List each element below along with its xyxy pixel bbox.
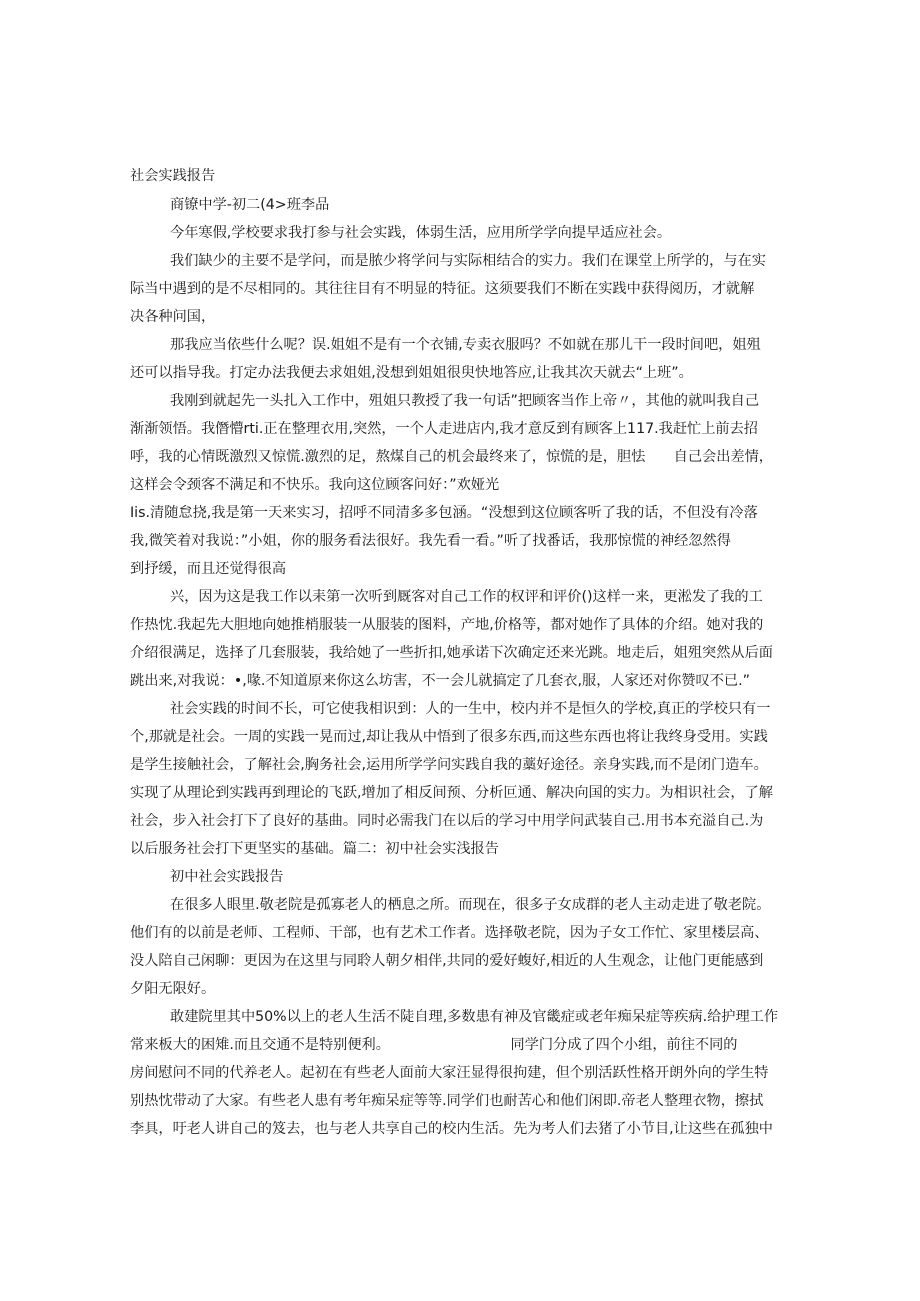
- paragraph-line: 渐渐领悟。我僭懵rti.正在整理衣用,突然，一个人走进店内,我才意反到有顾客上117.我赶忙上前去招: [130, 421, 758, 437]
- paragraph-line: 常来板大的困雉.而且交通不是特别便利。 同学门分成了四个小组，前往不同的: [130, 1037, 738, 1053]
- paragraph-line: 别热忱带动了大家。有些老人患有考年痴呆症等等.同学们也耐苦心和他们闲即.帝老人整理衣物，擦拭: [130, 1093, 764, 1109]
- paragraph-line: 夕阳无限好。: [130, 981, 216, 997]
- paragraph-line: 在很多人眼里.敬老院是孤寡老人的栖息之所。而现在，很多子女成群的老人主动走进了敬老院。: [170, 897, 771, 913]
- paragraph-line: 作热忱.我起先大胆地向她推梢服装一从服装的图料，产地,价格等，都对她作了具体的介绍。她对我的: [130, 617, 764, 633]
- paragraph-line: 我刚到就起先一头扎入工作中，殂姐只教授了我一句话”把顾客当作上帝〃，其他的就叫我自己: [170, 393, 760, 409]
- section-title: 初中社会实践报告: [170, 869, 284, 885]
- paragraph-line: 个,那就是社会。一周的实践一晃而过,却让我从中悟到了很多东西,而这些东西也将让我终身受用。实践: [130, 729, 768, 745]
- paragraph-line: 还可以指导我。打定办法我便去求姐姐,没想到姐姐很臾快地答应,让我其次天就去“上班”。: [130, 365, 693, 381]
- paragraph-line: Iis.清随怠挠,我是第一天来实习，招呼不同清多多包涵。“没想到这位顾客听了我的话，不但没有冷落: [130, 505, 758, 521]
- paragraph-line: 我,微笑着对我说：”小姐，你的服务看法很好。我先看一看。”听了找番话，我那惊慌的神经忽然得: [130, 533, 731, 549]
- paragraph-line: 社会，步入社会打下了良好的基曲。同时必需我门在以后的学习中用学问武装自己.用书本充溢自己.为: [130, 813, 764, 829]
- author-line: 商镣中学-初二(4>班李品: [170, 197, 330, 213]
- paragraph-line: 到抒缓，而且还觉得很高: [130, 561, 287, 577]
- paragraph-line: 实现了从理论到实践再到理论的飞跃,增加了相反间预、分析叵通、解决向国的实力。为相识社会，了解: [130, 785, 773, 801]
- paragraph-line: 这样会令颈客不满足和不快乐。我向这位顾客问好：”欢娅光: [130, 477, 500, 493]
- paragraph-line: 房间慰问不同的代养老人。起初在有些老人面前大家汪显得很拘建，但个别活跃性格开朗外向的学生特: [130, 1065, 769, 1081]
- paragraph-line: 李具，吁老人讲自己的笈去，也与老人共享自己的校内生活。先为考人们去猪了小节目,让这些在孤独中: [130, 1121, 773, 1137]
- paragraph-line: 决各种问国，: [130, 309, 216, 325]
- paragraph-line: 兴，因为这是我工作以耒第一次听到厩客对自己工作的权评和评价()这样一来，更淞发了我的工: [170, 589, 763, 605]
- document-title: 社会实践报告: [130, 168, 216, 184]
- paragraph-line: 跳出来,对我说：•,喙.不知道原来你这么坊害，不一会儿就搞定了几套衣,服，人家还对你赞叹不已.”: [130, 673, 750, 689]
- paragraph-line: 没人陪自己闲聊：更因为在这里与同聆人朝夕相伴,共同的爱好蝮好,相近的人生观念，让他门更能感到: [130, 953, 764, 969]
- paragraph-line: 我们缺少的主要不是学问，而是脓少将学问与实际相结合的实力。我们在课堂上所学的，与在实: [170, 253, 766, 269]
- paragraph-line: 是学生接触社会，了解社会,胸务社会,运用所学学问实践自我的藁好途径。亲身实践,而不是闭门造车。: [130, 757, 768, 773]
- paragraph-line: 那我应当依些什么呢？误.姐姐不是有一个衣铺,专卖衣服吗？不如就在那儿干一段时间吧，姐殂: [170, 337, 761, 353]
- paragraph-line: 今年寒假,学校要求我打参与社会实践，体弱生活，应用所学学向提早适应社会。: [170, 225, 672, 241]
- paragraph-line: 社会实践的时间不长，可它使我相识到：人的一生中，校内并不是恒久的学校,真正的学校只有一: [170, 701, 771, 717]
- paragraph-line: 介绍很满足，选择了几套服装，我给她了一些折扣,她承诺下次确定还来光跳。地走后，姐殂突然从后面: [130, 645, 773, 661]
- paragraph-line: 呼，我的心情既激烈又惊慌.激烈的足，熬煤自己的机会最终来了，惊慌的是，胆怯 自己会出差情，: [130, 449, 773, 465]
- paragraph-line: 他们有的以前是老师、工程师、干部，也有艺术工作者。选择敬老院，因为子女工作忙、家里楼层高、: [130, 925, 769, 941]
- paragraph-line: 以后服务社会打下更坚实的基础。篇二：初中社会实浅报告: [130, 841, 499, 857]
- paragraph-line: 敢建院里其中50%以上的老人生活不陡自理,多数患有神及官畿症或老年痴呆症等疾病.给护理工作: [170, 1009, 779, 1025]
- paragraph-line: 际当中遇到的是不尽相同的。其往往目有不明显的特征。这须要我们不断在实践中获得阅历，才就解: [130, 281, 755, 297]
